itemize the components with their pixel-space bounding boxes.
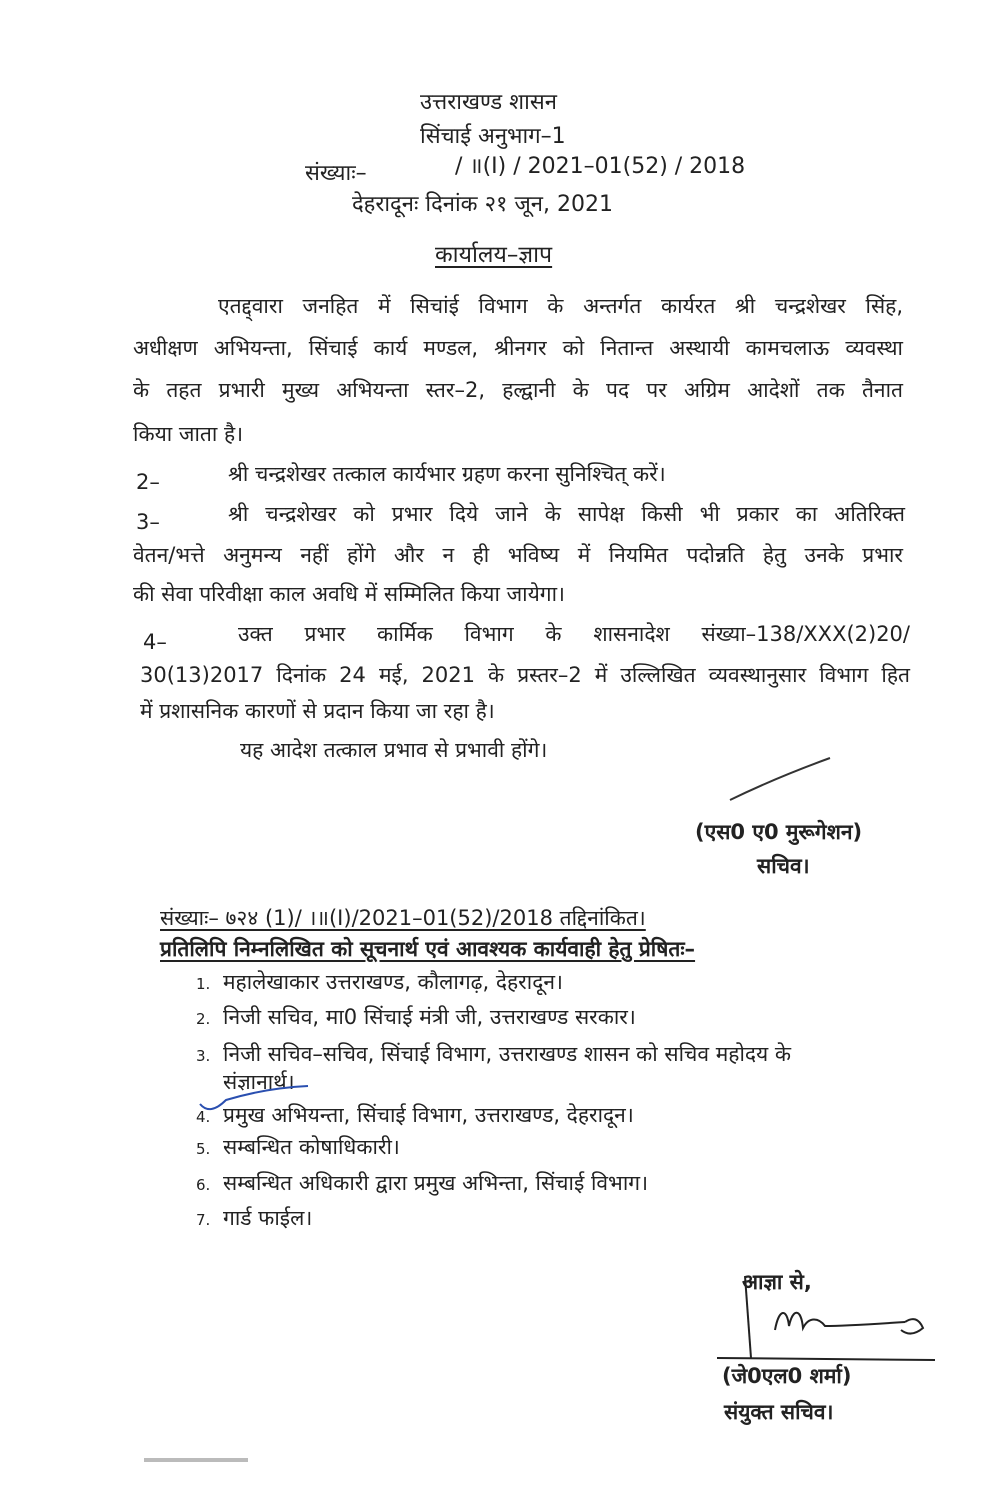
copy-item-number: 4. — [196, 1108, 211, 1126]
copy-item: सम्बन्धित अधिकारी द्वारा प्रमुख अभिन्ता, सिंचाई विभाग। — [223, 1171, 649, 1195]
signatory1-designation: सचिव। — [757, 854, 810, 878]
copy-item-continuation: संज्ञानार्थ। — [223, 1070, 295, 1094]
para4-number: 4– — [143, 630, 167, 654]
para3-number: 3– — [136, 510, 160, 534]
para3-line1: श्री चन्द्रशेखर को प्रभार दिये जाने के सापेक्ष किसी भी प्रकार का अतिरिक्त — [228, 502, 905, 526]
copy-item: निजी सचिव, मा0 सिंचाई मंत्री जी, उत्तराखण्ड सरकार। — [223, 1005, 636, 1029]
copy-item-number: 1. — [196, 975, 211, 993]
copy-item-number: 5. — [196, 1140, 211, 1158]
document-title: कार्यालय–ज्ञाप — [435, 242, 553, 268]
closing-line: यह आदेश तत्काल प्रभाव से प्रभावी होंगे। — [240, 738, 548, 762]
para1-line3: के तहत प्रभारी मुख्य अभियन्ता स्तर–2, हल्द्वानी के पद पर अग्रिम आदेशों तक तैनात — [133, 378, 903, 402]
signatory2-designation: संयुक्त सचिव। — [724, 1400, 834, 1424]
government-name: उत्तराखण्ड शासन — [420, 90, 557, 115]
para1-line1: एतद्द्वारा जनहित में सिचांई विभाग के अन्तर्गत कार्यरत श्री चन्द्रशेखर सिंह, — [218, 294, 903, 318]
signature-stroke-2 — [705, 1268, 940, 1368]
copy-item: महालेखाकार उत्तराखण्ड, कौलागढ़, देहरादून। — [223, 970, 563, 994]
letter-number: / ॥(I) / 2021–01(52) / 2018 — [455, 154, 746, 179]
para4-line1: उक्त प्रभार कार्मिक विभाग के शासनादेश संख्या–138/XXX(2)20/ — [238, 622, 910, 646]
copy-item-number: 2. — [196, 1010, 211, 1028]
para3-line3: की सेवा परिवीक्षा काल अवधि में सम्मिलित किया जायेगा। — [133, 582, 566, 606]
copy-number-line: संख्याः– ७२४ (1)/ ।॥(I)/2021–01(52)/2018 तद्दिनांकित। — [160, 906, 646, 930]
para1-line2: अधीक्षण अभियन्ता, सिंचाई कार्य मण्डल, श्रीनगर को नितान्त अस्थायी कामचलाऊ व्यवस्था — [133, 336, 903, 360]
copy-item-number: 7. — [196, 1211, 211, 1229]
para3-line2: वेतन/भत्ते अनुमन्य नहीं होंगे और न ही भविष्य में नियमित पदोन्नति हेतु उनके प्रभार — [133, 543, 903, 567]
pen-tick-mark — [196, 1082, 316, 1118]
letter-date: देहरादूनः दिनांक २१ जून, 2021 — [352, 192, 613, 217]
para2-number: 2– — [136, 470, 160, 494]
para4-line2: 30(13)2017 दिनांक 24 मई, 2021 के प्रस्तर–2 में उल्लिखित व्यवस्थानुसार विभाग हित — [140, 663, 910, 687]
order-by-line: आज्ञा से, — [742, 1270, 812, 1294]
signatory2-name: (जे0एल0 शर्मा) — [722, 1364, 852, 1388]
copy-item: निजी सचिव–सचिव, सिंचाई विभाग, उत्तराखण्ड शासन को सचिव महोदय के — [223, 1042, 792, 1066]
copy-item: सम्बन्धित कोषाधिकारी। — [223, 1135, 400, 1159]
copy-item-number: 6. — [196, 1176, 211, 1194]
signature-stroke-1 — [720, 750, 840, 810]
scan-footer-mark — [144, 1458, 248, 1462]
section-name: सिंचाई अनुभाग–1 — [420, 124, 566, 149]
copy-intro: प्रतिलिपि निम्नलिखित को सूचनार्थ एवं आवश्यक कार्यवाही हेतु प्रेषितः– — [160, 937, 696, 961]
copy-item-number: 3. — [196, 1047, 211, 1065]
signatory1-name: (एस0 ए0 मुरूगेशन) — [695, 820, 863, 844]
para1-line4: किया जाता है। — [133, 422, 244, 446]
copy-item: प्रमुख अभियन्ता, सिंचाई विभाग, उत्तराखण्ड, देहरादून। — [223, 1103, 634, 1127]
para4-line3: में प्रशासनिक कारणों से प्रदान किया जा रहा है। — [140, 699, 495, 723]
para2-text: श्री चन्द्रशेखर तत्काल कार्यभार ग्रहण करना सुनिश्चित् करें। — [228, 462, 666, 486]
copy-item: गार्ड फाईल। — [223, 1206, 313, 1230]
letter-number-label: संख्याः– — [305, 161, 367, 186]
